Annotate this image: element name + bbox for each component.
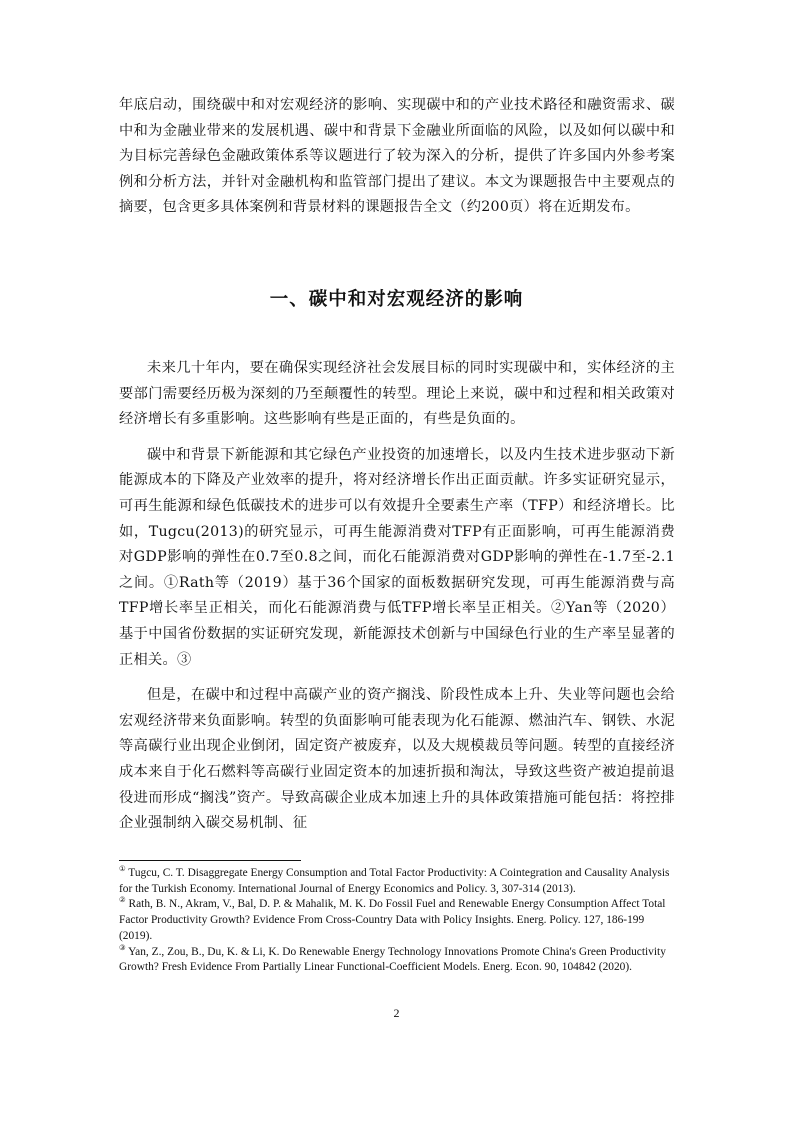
footnote-1 — [119, 866, 675, 897]
section-heading: 一、碳中和对宏观经济的影响 — [269, 289, 524, 310]
footnote-divider — [119, 860, 301, 861]
footnote-marker: ② — [119, 895, 126, 905]
paragraph-3: 但是，在碳中和过程中高碳产业的资产搁浅、阶段性成本上升、失业等问题也会给宏观经济带来负面影响。转型的负面影响可能表现为化石能源、燃油汽车、钢铁、水泥等高碳行业出现企业倒闭，固定资产被废弃，以及大规模裁员等问题。转型的直接经济成本来自于化石燃料等高碳行业固定资本的加速折损和淘汰，导致这些资产被迫提前退役进而形成“搁浅”资产。导致高碳企业成本加速上升的具体政策措施可能包括：将控排企业强制纳入碳交易机制、征 — [119, 687, 675, 832]
footnote-text: Yan, Z., Zou, B., Du, K. & Li, K. Do Renewable Energy Technology Innovations Promote China's Green Productivity Growth? Fresh Evidence From Partially Linear Functional-Coefficient Models. Energ. Econ. 90, 104842 (2020). — [119, 945, 666, 974]
footnotes — [119, 866, 675, 976]
footnote-3 — [119, 942, 675, 976]
footnote-2 — [119, 897, 675, 944]
footnote-text: Rath, B. N., Akram, V., Bal, D. P. & Mahalik, M. K. Do Fossil Fuel and Renewable Energy Consumption Affect Total Factor Productivity Growth? Evidence From Cross-Country Data with Policy Insights. Energ. Policy. 127, 186-199 (2019). — [119, 898, 666, 942]
footnote-text: Tugcu, C. T. Disaggregate Energy Consumption and Total Factor Productivity: A Cointegration and Causality Analysis for the Turkish Economy. International Journal of Energy Economics and Policy. 3, 307-314 (2013). — [119, 867, 670, 895]
paragraph-1: 未来几十年内，要在确保实现经济社会发展目标的同时实现碳中和，实体经济的主要部门需要经历极为深刻的乃至颠覆性的转型。理论上来说，碳中和过程和相关政策对经济增长有多重影响。这些影响有些是正面的，有些是负面的。 — [119, 360, 675, 428]
intro-paragraph-block — [119, 93, 675, 221]
paragraph-2: 碳中和背景下新能源和其它绿色产业投资的加速增长，以及内生技术进步驱动下新能源成本的下降及产业效率的提升，将对经济增长作出正面贡献。许多实证研究显示，可再生能源和绿色低碳技术的进步可以有效提升全要素生产率（TFP）和经济增长。比如，Tugcu(2013)的研究显示，可再生能源消费对TFP有正面影响，可再生能源消费对GDP影响的弹性在0.7至0.8之间，而化石能源消费对GDP影响的弹性在-1.7至-2.1之间。①Rath等（2019）基于36个国家的面板数据研究发现，可再生能源消费与高TFP增长率呈正相关，而化石能源消费与低TFP增长率呈正相关。②Yan等（2020）基于中国省份数据的实证研究发现，新能源技术创新与中国绿色行业的生产率呈显著的正相关。③ — [119, 446, 675, 668]
intro-paragraph: 年底启动，围绕碳中和对宏观经济的影响、实现碳中和的产业技术路径和融资需求、碳中和为金融业带来的发展机遇、碳中和背景下金融业所面临的风险，以及如何以碳中和为目标完善绿色金融政策体系等议题进行了较为深入的分析，提供了许多国内外参考案例和分析方法，并针对金融机构和监管部门提出了建议。本文为课题报告中主要观点的摘要，包含更多具体案例和背景材料的课题报告全文（约200页）将在近期发布。 — [119, 97, 675, 216]
footnote-marker: ③ — [119, 942, 126, 952]
page-number: 2 — [393, 1006, 400, 1020]
section-body — [119, 356, 675, 847]
footnote-marker: ① — [119, 864, 126, 874]
